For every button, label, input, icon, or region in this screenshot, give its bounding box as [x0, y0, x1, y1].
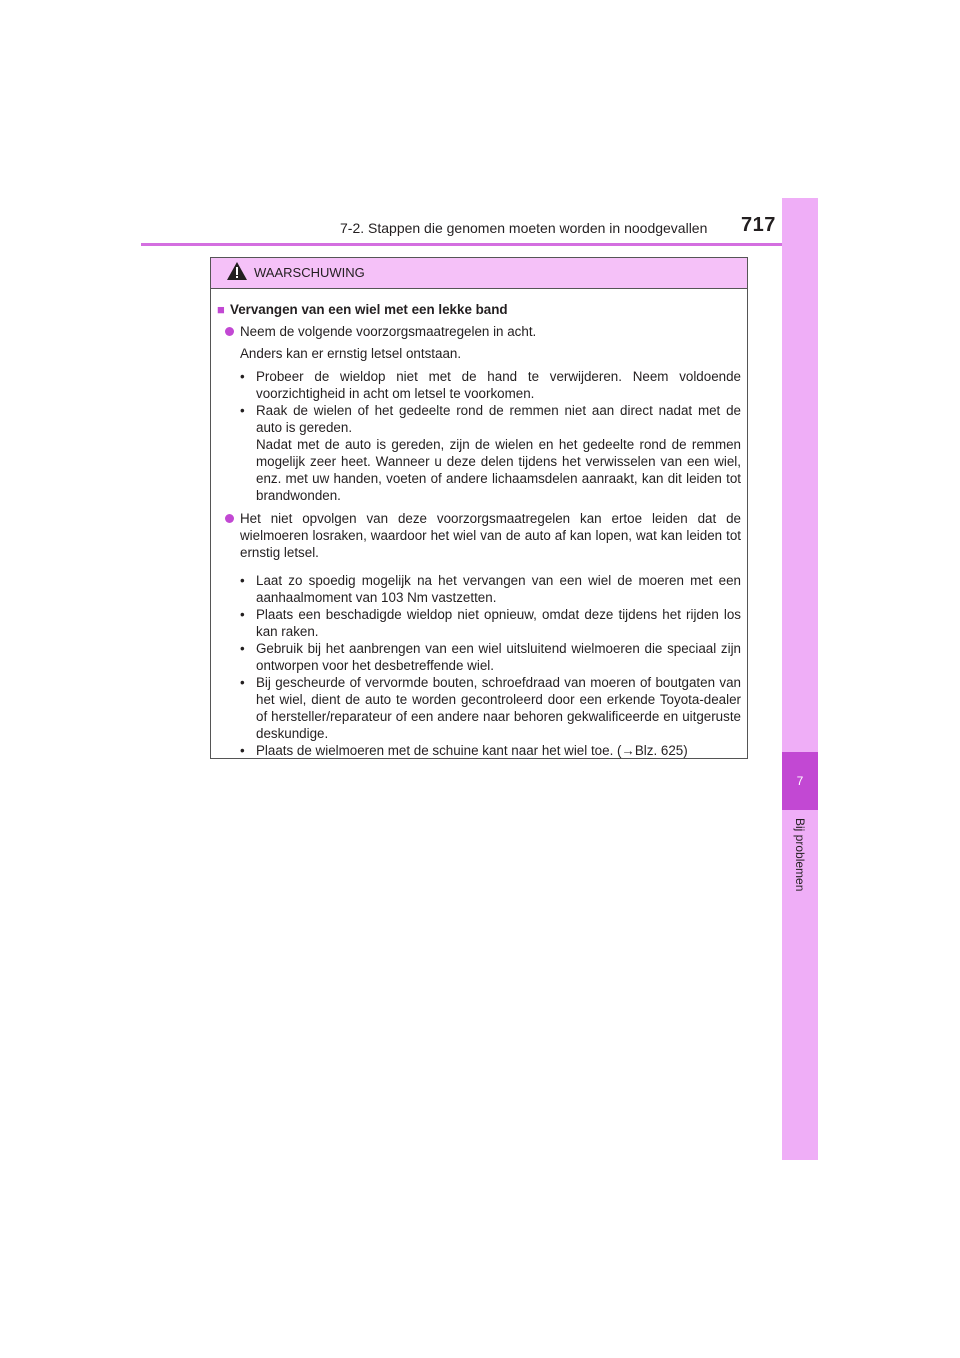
bullet-text: Bij gescheurde of vervormde bouten, schroefdraad van moeren of boutgaten van het wiel, dient de auto te worden gecontroleerd door een erkende Toyota-dealer of hersteller/reparateur of een andere naar behoren gekwalificeerde en uitgeruste deskundige. [256, 675, 741, 741]
bullet-mark: • [240, 403, 245, 418]
item-subtext: Anders kan er ernstig letsel ontstaan. [240, 346, 462, 361]
bullet-mark: • [240, 743, 245, 758]
bullet-mark: • [240, 607, 245, 622]
bullet-continuation [240, 436, 741, 504]
bullet-item [240, 402, 741, 436]
round-bullet-icon [225, 514, 234, 523]
list-item [225, 323, 741, 340]
item-text: Het niet opvolgen van deze voorzorgsmaatregelen kan ertoe leiden dat de wielmoeren losraken, waardoor het wiel van de auto af kan lopen, wat kan leiden tot ernstig letsel. [240, 511, 741, 560]
bullet-item [240, 572, 741, 606]
bullet-text: Laat zo spoedig mogelijk na het vervangen van een wiel de moeren met een aanhaalmoment van 103 Nm vastzetten. [256, 573, 741, 605]
side-tab [782, 198, 818, 1160]
warning-title: WAARSCHUWING [254, 265, 365, 280]
item-text: Neem de volgende voorzorgsmaatregelen in acht. [240, 324, 537, 339]
round-bullet-icon [225, 327, 234, 336]
bullet-mark: • [240, 573, 245, 588]
chapter-title: Bij problemen [793, 818, 807, 892]
section-header: 7-2. Stappen die genomen moeten worden in noodgevallen [340, 220, 708, 236]
bullet-item [240, 606, 741, 640]
bullet-item [240, 640, 741, 674]
list-item [225, 510, 741, 561]
warning-header [211, 258, 747, 289]
bullet-mark: • [240, 369, 245, 384]
bullet-text: Plaats de wielmoeren met de schuine kant naar het wiel toe. (→Blz. 625) [256, 743, 688, 758]
bullet-text: Plaats een beschadigde wieldop niet opnieuw, omdat deze tijdens het rijden los kan raken. [256, 607, 741, 639]
bullet-text: Nadat met de auto is gereden, zijn de wielen en het gedeelte rond de remmen mogelijk zeer heet. Wanneer u deze delen tijdens het verwisselen van een wiel, enz. met uw handen, voeten of andere lichaamsdelen aanraakt, kan dit leiden tot brandwonden. [256, 437, 741, 503]
bullet-mark: • [240, 675, 245, 690]
bullet-text: Probeer de wieldop niet met de hand te verwijderen. Neem voldoende voorzichtigheid in acht om letsel te voorkomen. [256, 369, 741, 401]
page-number: 717 [741, 214, 776, 236]
bullet-item [240, 368, 741, 402]
bullet-item [240, 742, 741, 759]
header-rule [141, 243, 818, 246]
warning-box [210, 257, 748, 759]
bullet-text: Raak de wielen of het gedeelte rond de remmen niet aan direct nadat met de auto is gereden. [256, 403, 741, 435]
warning-heading [217, 301, 741, 318]
warning-body [211, 289, 747, 759]
bullet-item [240, 674, 741, 742]
bullet-text: Gebruik bij het aanbrengen van een wiel uitsluitend wielmoeren die speciaal zijn ontworpen voor het desbetreffende wiel. [256, 641, 741, 673]
warning-heading-text: Vervangen van een wiel met een lekke band [230, 302, 508, 317]
square-bullet-icon: ■ [217, 302, 225, 317]
bullet-mark: • [240, 641, 245, 656]
chapter-number: 7 [782, 752, 818, 810]
warning-triangle-icon [226, 261, 248, 281]
